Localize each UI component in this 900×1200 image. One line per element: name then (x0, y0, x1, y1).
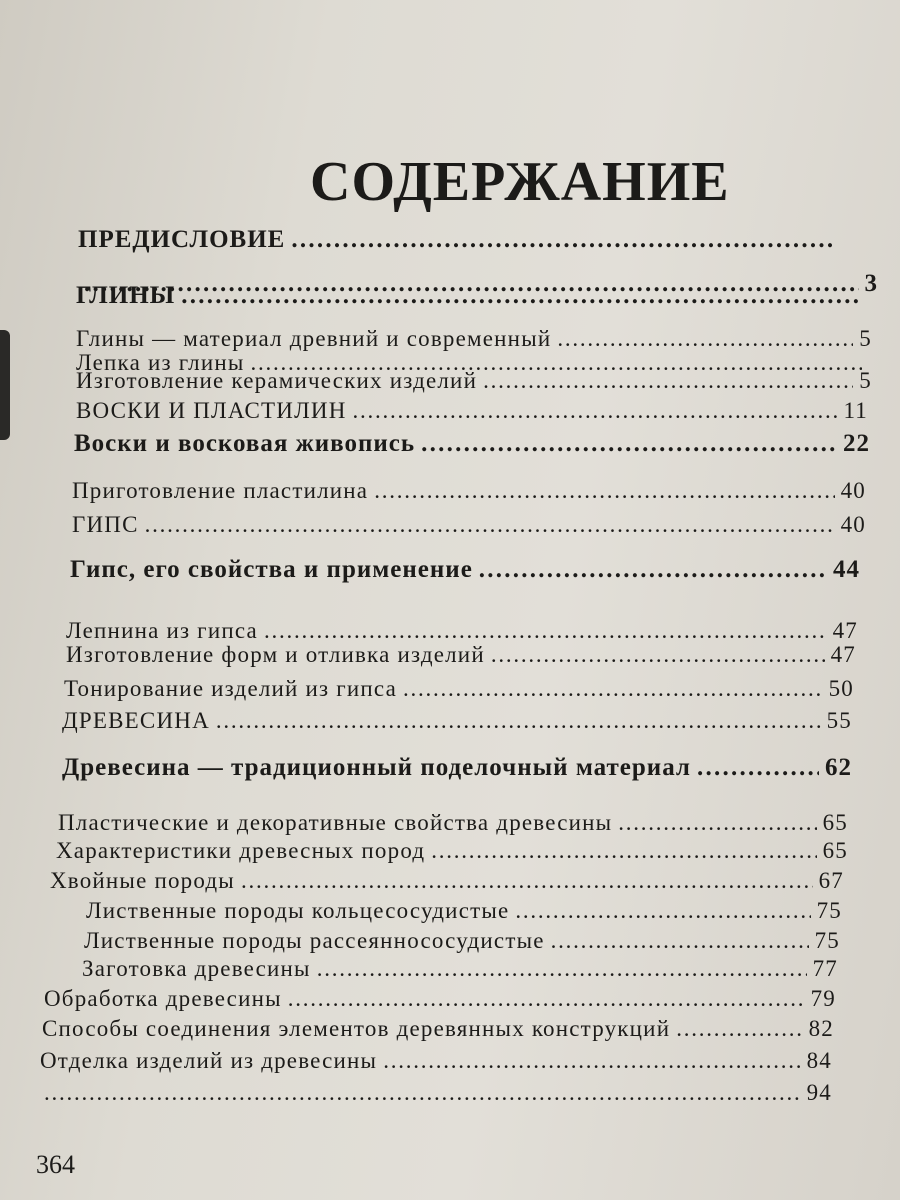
leader-dots (181, 282, 860, 310)
toc-page-number: 84 (806, 1048, 832, 1073)
toc-entry-label: Глины — материал древний и современный (76, 326, 552, 351)
toc-entry-label: ПРЕДИСЛОВИЕ (78, 226, 286, 253)
toc-entry-label: Изготовление керамических изделий (76, 368, 478, 393)
toc-page-number: 3 (864, 270, 878, 297)
toc-entry (76, 326, 872, 352)
leader-dots (383, 1048, 800, 1074)
toc-entry (44, 986, 836, 1012)
toc-entry (38, 1080, 832, 1106)
toc-page-number: 11 (843, 398, 868, 423)
toc-entry (72, 478, 866, 504)
toc-entry-label: Лепнина из гипса (66, 618, 258, 643)
toc-page-number: 79 (810, 986, 836, 1011)
leader-dots (431, 838, 816, 864)
toc-page-number: 75 (814, 928, 840, 953)
toc-entry (76, 368, 872, 394)
toc-page-number: 75 (816, 898, 842, 923)
toc-entry-preface (78, 226, 838, 254)
toc-entry-label: Тонирование изделий из гипса (64, 676, 398, 701)
toc-entry-label: Хвойные породы (50, 868, 235, 893)
toc-entry-label: Заготовка древесины (82, 956, 311, 981)
leader-dots (557, 326, 853, 352)
toc-entry-label: Способы соединения элементов деревянных конструкций (42, 1016, 671, 1041)
binding-shadow (0, 330, 10, 440)
toc-page-number: 44 (833, 556, 860, 583)
toc-entry-label: Гипс, его свойства и применение (70, 556, 473, 583)
toc-entry-wood (62, 754, 852, 782)
toc-entry-label: ДРЕВЕСИНА (62, 708, 210, 733)
toc-entry-label: Характеристики древесных пород (56, 838, 426, 863)
toc-entry-label: Приготовление пластилина (72, 478, 369, 503)
leader-dots (317, 956, 807, 982)
toc-page-number: 62 (825, 754, 852, 781)
leader-dots (241, 868, 813, 894)
toc-entry-label: ГЛИНЫ (76, 282, 176, 309)
toc-page-number: 22 (843, 430, 870, 457)
toc-entry-label: Пластические и декоративные свойства древесины (58, 810, 613, 835)
toc-entry-sub (86, 898, 842, 924)
leader-dots (618, 810, 816, 836)
toc-page-number: 40 (840, 512, 866, 537)
toc-page-number: 94 (806, 1080, 832, 1105)
leader-dots (145, 512, 835, 538)
leader-dots (291, 226, 832, 254)
page-number: 364 (36, 1150, 75, 1179)
toc-page-number: 47 (830, 642, 856, 667)
toc-entry (72, 512, 866, 538)
toc-entry-clays (76, 282, 866, 310)
leader-dots (44, 1080, 801, 1106)
leader-dots (479, 556, 827, 584)
toc-page-number: 65 (822, 810, 848, 835)
toc-page-number: 65 (822, 838, 848, 863)
leader-dots (697, 754, 819, 782)
toc-page-number: 40 (840, 478, 866, 503)
toc-entry-waxes (74, 430, 870, 458)
toc-entry-label: Обработка древесины (44, 986, 282, 1011)
toc-entry-label: Древесина — традиционный поделочный материал (62, 754, 691, 781)
toc-entry (66, 642, 856, 668)
toc-page-number: 67 (818, 868, 844, 893)
toc-page-number: 5 (859, 368, 872, 393)
toc-entry-label: Лиственные породы кольцесосудистые (86, 898, 510, 923)
leader-dots (288, 986, 805, 1012)
toc-entry (50, 868, 844, 894)
toc-entry-label: Лиственные породы рассеяннососудистые (84, 928, 545, 953)
toc-entry-gypsum (70, 556, 860, 584)
toc-entry-sub (84, 928, 840, 954)
toc-entry (76, 398, 868, 424)
toc-entry-label: ВОСКИ И ПЛАСТИЛИН (76, 398, 347, 423)
leader-dots (353, 398, 838, 424)
leader-dots (264, 618, 827, 644)
toc-entry (40, 1048, 832, 1074)
leader-dots (491, 642, 825, 668)
page-title: СОДЕРЖАНИЕ (310, 151, 730, 213)
toc-page-number: 82 (808, 1016, 834, 1041)
leader-dots (676, 1016, 802, 1042)
toc-entry-label: Воски и восковая живопись (74, 430, 416, 457)
leader-dots (403, 676, 823, 702)
toc-entry (66, 618, 858, 644)
toc-entry (56, 838, 848, 864)
leader-dots (483, 368, 853, 394)
leader-dots (374, 478, 834, 504)
leader-dots (421, 430, 837, 458)
toc-entry (62, 708, 852, 734)
toc-page-number: 50 (828, 676, 854, 701)
toc-entry-label: Отделка изделий из древесины (40, 1048, 378, 1073)
toc-entry (64, 676, 854, 702)
toc-entry-label: ГИПС (72, 512, 139, 537)
toc-page-number: 77 (812, 956, 838, 981)
toc-entry-label: Лепка из глины (76, 350, 245, 375)
leader-dots (551, 928, 809, 954)
toc-entry-sub (82, 956, 838, 982)
leader-dots (515, 898, 810, 924)
toc-entry (42, 1016, 834, 1042)
leader-dots (216, 708, 821, 734)
toc-page-number: 5 (859, 326, 872, 351)
toc-entry-label: Изготовление форм и отливка изделий (66, 642, 485, 667)
toc-page-number: 55 (826, 708, 852, 733)
toc-entry (58, 810, 848, 836)
toc-page-number: 47 (832, 618, 858, 643)
